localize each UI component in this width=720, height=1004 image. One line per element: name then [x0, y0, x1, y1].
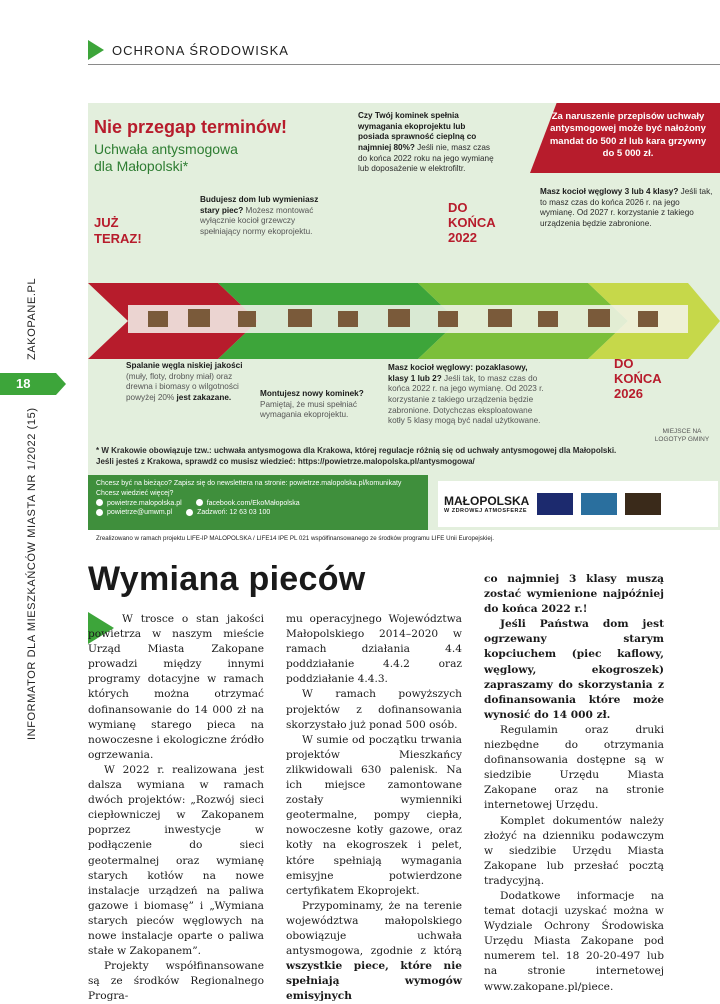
arrow-icon — [88, 40, 104, 60]
poster-title: Nie przegap terminów! — [94, 117, 288, 137]
do-konca-2026-label: DO KOŃCA 2026 — [614, 356, 662, 401]
paragraph: Jeśli Państwa dom jest ogrzewany starym kopciuchem (piec kaflowy, węglowy, ekogroszek) zapraszamy do skorzystania z dofinansowania które może wynosić do 14 000 zł. — [484, 618, 664, 721]
article-title: Wymiana pieców — [88, 560, 366, 598]
gmina-logo-placeholder: MIEJSCE NA LOGOTYP GMINY — [654, 428, 710, 444]
paragraph: W trosce o stan jakości powietrza w naszym mieście Urząd Miasta Zakopane prowadzi między innymi programy dotacyjne w ramach których można otrzymać dofinansowanie do 14 000 zł na wymianę starego pieca na nowoczesne i ekologiczne źródło ogrzewania. — [88, 613, 264, 761]
spalanie-title: Spalanie węgla niskiej jakości — [126, 361, 243, 370]
phone-icon — [186, 509, 193, 516]
spalanie-detail: (muły, floty, drobny miał) oraz drewna i biomasy o wilgotności powyżej 20% — [126, 371, 239, 402]
kociol-34-answer: Jeśli tak, to masz czas do końca 2026 r. na jego wymianę. Od 2027 r. korzystanie z takiego urządzenia będzie zabronione. — [540, 187, 713, 228]
antismog-poster — [88, 103, 720, 548]
globe-icon — [96, 499, 103, 506]
kociol-34-question: Masz kocioł węglowy 3 lub 4 klasy? — [540, 187, 679, 196]
side-margin — [0, 0, 60, 948]
newsletter-text: Chcesz być na bieżąco? Zapisz się do newslettera na stronie: powietrze.malopolska.pl/komunikaty — [96, 480, 402, 487]
do-konca-2022-label: DO KOŃCA 2022 — [448, 200, 496, 245]
partner-logos — [438, 481, 718, 527]
spalanie-box — [126, 361, 250, 404]
penalty-text: Za naruszenie przepisów uchwały antysmogowej może być nałożony mandat do 500 zł lub kara grzywny do 5 000 zł. — [549, 111, 707, 160]
kociol-34-box — [540, 187, 716, 230]
paragraph: Komplet dokumentów należy złożyć na dzienniku podawczym w siedzibie Urzędu Miasta Zakopane lub przesłać pocztą tradycyjną. — [484, 814, 664, 887]
kominek-box — [358, 111, 498, 175]
timeline-band — [88, 283, 720, 359]
natura-logo-icon — [581, 493, 617, 515]
kominek-question: Czy Twój kominek spełnia wymagania ekoprojektu lub posiada sprawność cieplną co najmniej 80%? — [358, 111, 477, 152]
juz-teraz-label: JUŻ TERAZ! — [94, 215, 142, 246]
site-url: ZAKOPANE.PL — [26, 277, 38, 360]
eu-flag-icon — [537, 493, 573, 515]
mail-icon — [96, 509, 103, 516]
poster-subtitle: Uchwała antysmogowa dla Małopolski* — [94, 141, 238, 174]
section-title: OCHRONA ŚRODOWISKA — [112, 42, 289, 58]
budujesz-box — [200, 195, 328, 238]
article-column-1 — [88, 612, 264, 1004]
web-link[interactable]: powietrze.malopolska.pl — [96, 499, 182, 509]
krakow-footnote — [96, 446, 696, 468]
pozaklasowy-box — [388, 363, 548, 427]
spalanie-end: jest zakazane. — [176, 392, 232, 402]
pozaklasowy-question: Masz kocioł węglowy: pozaklasowy, klasy 1 lub 2? — [388, 363, 528, 383]
paragraph: mu operacyjnego Województwa Małopolskiego 2014–2020 w ramach działania 4.4 poddziałanie 4.4.2 oraz poddziałanie 4.4.3. — [286, 613, 462, 686]
more-info-text: Chcesz wiedzieć więcej? — [96, 489, 174, 497]
paragraph: co najmniej 3 klasy muszą zostać wymienione najpóźniej do końca 2022 r.! — [484, 573, 664, 616]
facebook-icon — [196, 499, 203, 506]
funding-note: Zrealizowano w ramach projektu LIFE-IP MALOPOLSKA / LIFE14 IPE PL 021 współfinansowanego ze środków programu LIFE Unii Europejskiej. — [88, 530, 720, 548]
montujesz-box — [260, 389, 370, 421]
budujesz-question: Budujesz dom lub wymieniasz stary piec? — [200, 195, 319, 215]
facebook-link[interactable]: facebook.com/EkoMałopolska — [196, 499, 300, 509]
krakowski-alarm-logo-icon — [625, 493, 661, 515]
email-link[interactable]: powietrze@umwm.pl — [96, 508, 172, 518]
paragraph: Projekty współfinansowane są ze środków Regionalnego Progra- — [88, 960, 264, 1003]
footnote-line-1: * W Krakowie obowiązuje tzw.: uchwała antysmogowa dla Krakowa, której regulacje różnią się od uchwały antysmogowej dla Małopolski. — [96, 446, 617, 455]
section-header — [88, 38, 289, 62]
paragraph: W 2022 r. realizowana jest dalsza wymiana w ramach dwóch projektów: „Rozwój sieci ciepłowniczej w Zakopanem poprzez inwestycje w podłączenie do sieci geotermalnej oraz wymianę starych kotłów na nowe instalacje urządzeń na paliwa gazowe i biomasę” i „Wymiana starych pieców węglowych na nowe instalacje oparte o paliwa stałe w Zakopanem”. — [88, 763, 264, 958]
timeline-arrows — [88, 283, 720, 359]
paragraph: Regulamin oraz druki niezbędne do otrzymania dofinansowania dostępne są w siedzibie Urzędu Miasta Zakopane oraz na stronie internetowej Urzędu. — [484, 723, 664, 812]
contact-panel — [88, 475, 428, 530]
article-column-3 — [484, 572, 664, 995]
malopolska-logo: MAŁOPOLSKA W ZDROWEJ ATMOSFERZE — [444, 494, 530, 514]
header-divider — [88, 64, 720, 65]
phone-text: Zadzwoń: 12 63 03 100 — [186, 508, 270, 518]
budujesz-answer: Możesz montować wyłącznie kocioł grzewczy spełniający normy ekoprojektu. — [200, 205, 314, 236]
montujesz-answer: Pamiętaj, że musi spełniać wymagania ekoprojektu. — [260, 399, 357, 420]
publication-name: INFORMATOR DLA MIESZKAŃCÓW MIASTA NR 1/2022 (15) — [26, 407, 38, 740]
montujesz-question: Montujesz nowy kominek? — [260, 389, 364, 398]
article-column-2 — [286, 612, 462, 1004]
page-number: 18 — [0, 373, 56, 395]
pozaklasowy-answer: Jeśli tak, to masz czas do końca 2022 r. na jego wymianę. Od 2023 r. korzystanie z takiego urządzenia będzie zabronione. Dotychczas eksploatowane kotły 5 klasy mogą być nadal użytkowane. — [388, 373, 544, 426]
paragraph: W ramach powyższych projektów z dofinansowania skorzystało już ponad 500 osób. — [286, 688, 462, 731]
paragraph: W sumie od początku trwania projektów Mieszkańcy zlikwidowali 630 palenisk. Na ich miejsce zamontowane zostały wymienniki geotermalne, pompy ciepła, nowoczesne kotły gazowe, oraz kotły na ekogroszek i pelet, które spełniają wymagania emisyjne potwierdzone certyfikatem Ekoprojekt. — [286, 733, 462, 897]
footnote-line-2: Jeśli jesteś z Krakowa, sprawdź co musisz wiedzieć: https://powietrze.malopolska.pl/antysmogowa/ — [96, 456, 475, 466]
paragraph: Przypominamy, że na terenie województwa małopolskiego obowiązuje uchwała antysmogowa, zgodnie z którą wszystkie piece, które nie spełniają wymogów emisyjnych — [286, 899, 462, 1003]
paragraph: Dodatkowe informacje na temat dotacji uzyskać można w Wydziale Ochrony Środowiska Urzędu Miasta Zakopane pod numerem tel. 18 20-20-497 lub na stronie internetowej www.zakopane.pl/piece. — [484, 889, 664, 993]
kominek-answer: Jeśli nie, masz czas do końca 2022 roku na jego wymianę lub doposażenie w elektrofiltr. — [358, 142, 494, 174]
